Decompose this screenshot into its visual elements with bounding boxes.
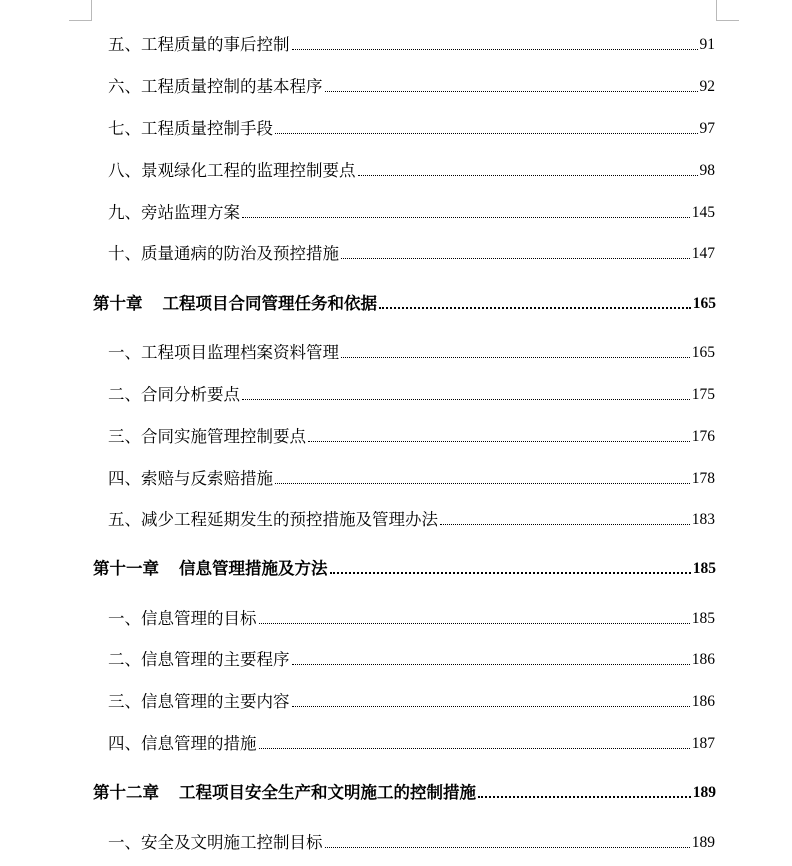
toc-leader-dots xyxy=(325,91,698,92)
toc-leader-dots xyxy=(242,399,690,400)
toc-page-number: 165 xyxy=(692,295,716,312)
toc-entry-title: 五、工程质量的事后控制 xyxy=(108,35,290,54)
toc-page-number: 165 xyxy=(691,344,715,361)
toc-chapter-number: 第十章 xyxy=(93,294,143,313)
toc-entry-title: 八、景观绿化工程的监理控制要点 xyxy=(108,161,356,180)
toc-entry[interactable] xyxy=(108,31,715,55)
toc-entry[interactable] xyxy=(108,506,715,530)
toc-entry[interactable] xyxy=(108,423,715,447)
toc-page-number: 176 xyxy=(691,428,715,445)
toc-page-number: 98 xyxy=(699,162,715,179)
toc-chapter-entry[interactable] xyxy=(93,290,716,314)
toc-chapter-entry[interactable] xyxy=(93,779,716,803)
toc-chapter-number: 第十一章 xyxy=(93,559,159,578)
toc-chapter-entry[interactable] xyxy=(93,555,716,579)
toc-leader-dots xyxy=(358,175,698,176)
toc-page-number: 175 xyxy=(691,386,715,403)
toc-page-number: 186 xyxy=(691,693,715,710)
toc-chapter-heading xyxy=(93,559,328,579)
toc-page-number: 186 xyxy=(691,651,715,668)
toc-page-number: 97 xyxy=(699,120,715,137)
toc-leader-dots xyxy=(292,49,698,50)
toc-leader-dots xyxy=(478,796,691,798)
toc-leader-dots xyxy=(330,572,691,574)
toc-leader-dots xyxy=(379,307,691,309)
toc-entry[interactable] xyxy=(108,730,715,754)
toc-entry[interactable] xyxy=(108,465,715,489)
toc-page-number: 145 xyxy=(691,204,715,221)
toc-page-number: 187 xyxy=(691,735,715,752)
toc-entry-title: 一、信息管理的目标 xyxy=(108,609,257,628)
toc-chapter-title: 工程项目合同管理任务和依据 xyxy=(162,294,377,313)
toc-entry[interactable] xyxy=(108,339,715,363)
toc-page-number: 189 xyxy=(691,834,715,851)
toc-leader-dots xyxy=(275,133,698,134)
toc-leader-dots xyxy=(242,217,690,218)
toc-entry-title: 三、信息管理的主要内容 xyxy=(108,692,290,711)
toc-entry[interactable] xyxy=(108,240,715,264)
toc-leader-dots xyxy=(259,623,690,624)
toc-entry-title: 四、信息管理的措施 xyxy=(108,734,257,753)
toc-page-number: 147 xyxy=(691,245,715,262)
toc-leader-dots xyxy=(440,524,690,525)
toc-leader-dots xyxy=(292,706,690,707)
toc-entry-title: 四、索赔与反索赔措施 xyxy=(108,469,273,488)
toc-entry[interactable] xyxy=(108,73,715,97)
toc-page-number: 185 xyxy=(692,560,716,577)
toc-leader-dots xyxy=(325,847,690,848)
toc-entry[interactable] xyxy=(108,199,715,223)
toc-leader-dots xyxy=(341,258,690,259)
toc-entry-title: 三、合同实施管理控制要点 xyxy=(108,427,306,446)
toc-entry-title: 七、工程质量控制手段 xyxy=(108,119,273,138)
toc-page-number: 189 xyxy=(692,784,716,801)
toc-leader-dots xyxy=(259,748,690,749)
toc-entry-title: 六、工程质量控制的基本程序 xyxy=(108,77,323,96)
toc-leader-dots xyxy=(292,664,690,665)
toc-entry-title: 二、信息管理的主要程序 xyxy=(108,650,290,669)
toc-entry-title: 九、旁站监理方案 xyxy=(108,203,240,222)
toc-entry[interactable] xyxy=(108,605,715,629)
toc-page-number: 185 xyxy=(691,610,715,627)
toc-entry-title: 二、合同分析要点 xyxy=(108,385,240,404)
toc-entry-title: 一、工程项目监理档案资料管理 xyxy=(108,343,339,362)
toc-chapter-title: 工程项目安全生产和文明施工的控制措施 xyxy=(179,783,476,802)
toc-page-number: 183 xyxy=(691,511,715,528)
toc-entry[interactable] xyxy=(108,381,715,405)
toc-chapter-number: 第十二章 xyxy=(93,783,159,802)
toc-page-number: 92 xyxy=(699,78,715,95)
toc-leader-dots xyxy=(275,483,690,484)
toc-chapter-heading xyxy=(93,294,377,314)
toc-entry-title: 五、减少工程延期发生的预控措施及管理办法 xyxy=(108,510,438,529)
toc-page-number: 178 xyxy=(691,470,715,487)
toc-page-number: 91 xyxy=(699,36,715,53)
toc-entry[interactable] xyxy=(108,688,715,712)
toc-entry[interactable] xyxy=(108,646,715,670)
toc-entry-title: 一、安全及文明施工控制目标 xyxy=(108,833,323,852)
toc-chapter-title: 信息管理措施及方法 xyxy=(179,559,328,578)
toc-entry[interactable] xyxy=(108,115,715,139)
toc-entry[interactable] xyxy=(108,157,715,181)
toc-entry[interactable] xyxy=(108,829,715,853)
toc-leader-dots xyxy=(341,357,690,358)
toc-leader-dots xyxy=(308,441,690,442)
toc-chapter-heading xyxy=(93,783,476,803)
toc-entry-title: 十、质量通病的防治及预控措施 xyxy=(108,244,339,263)
